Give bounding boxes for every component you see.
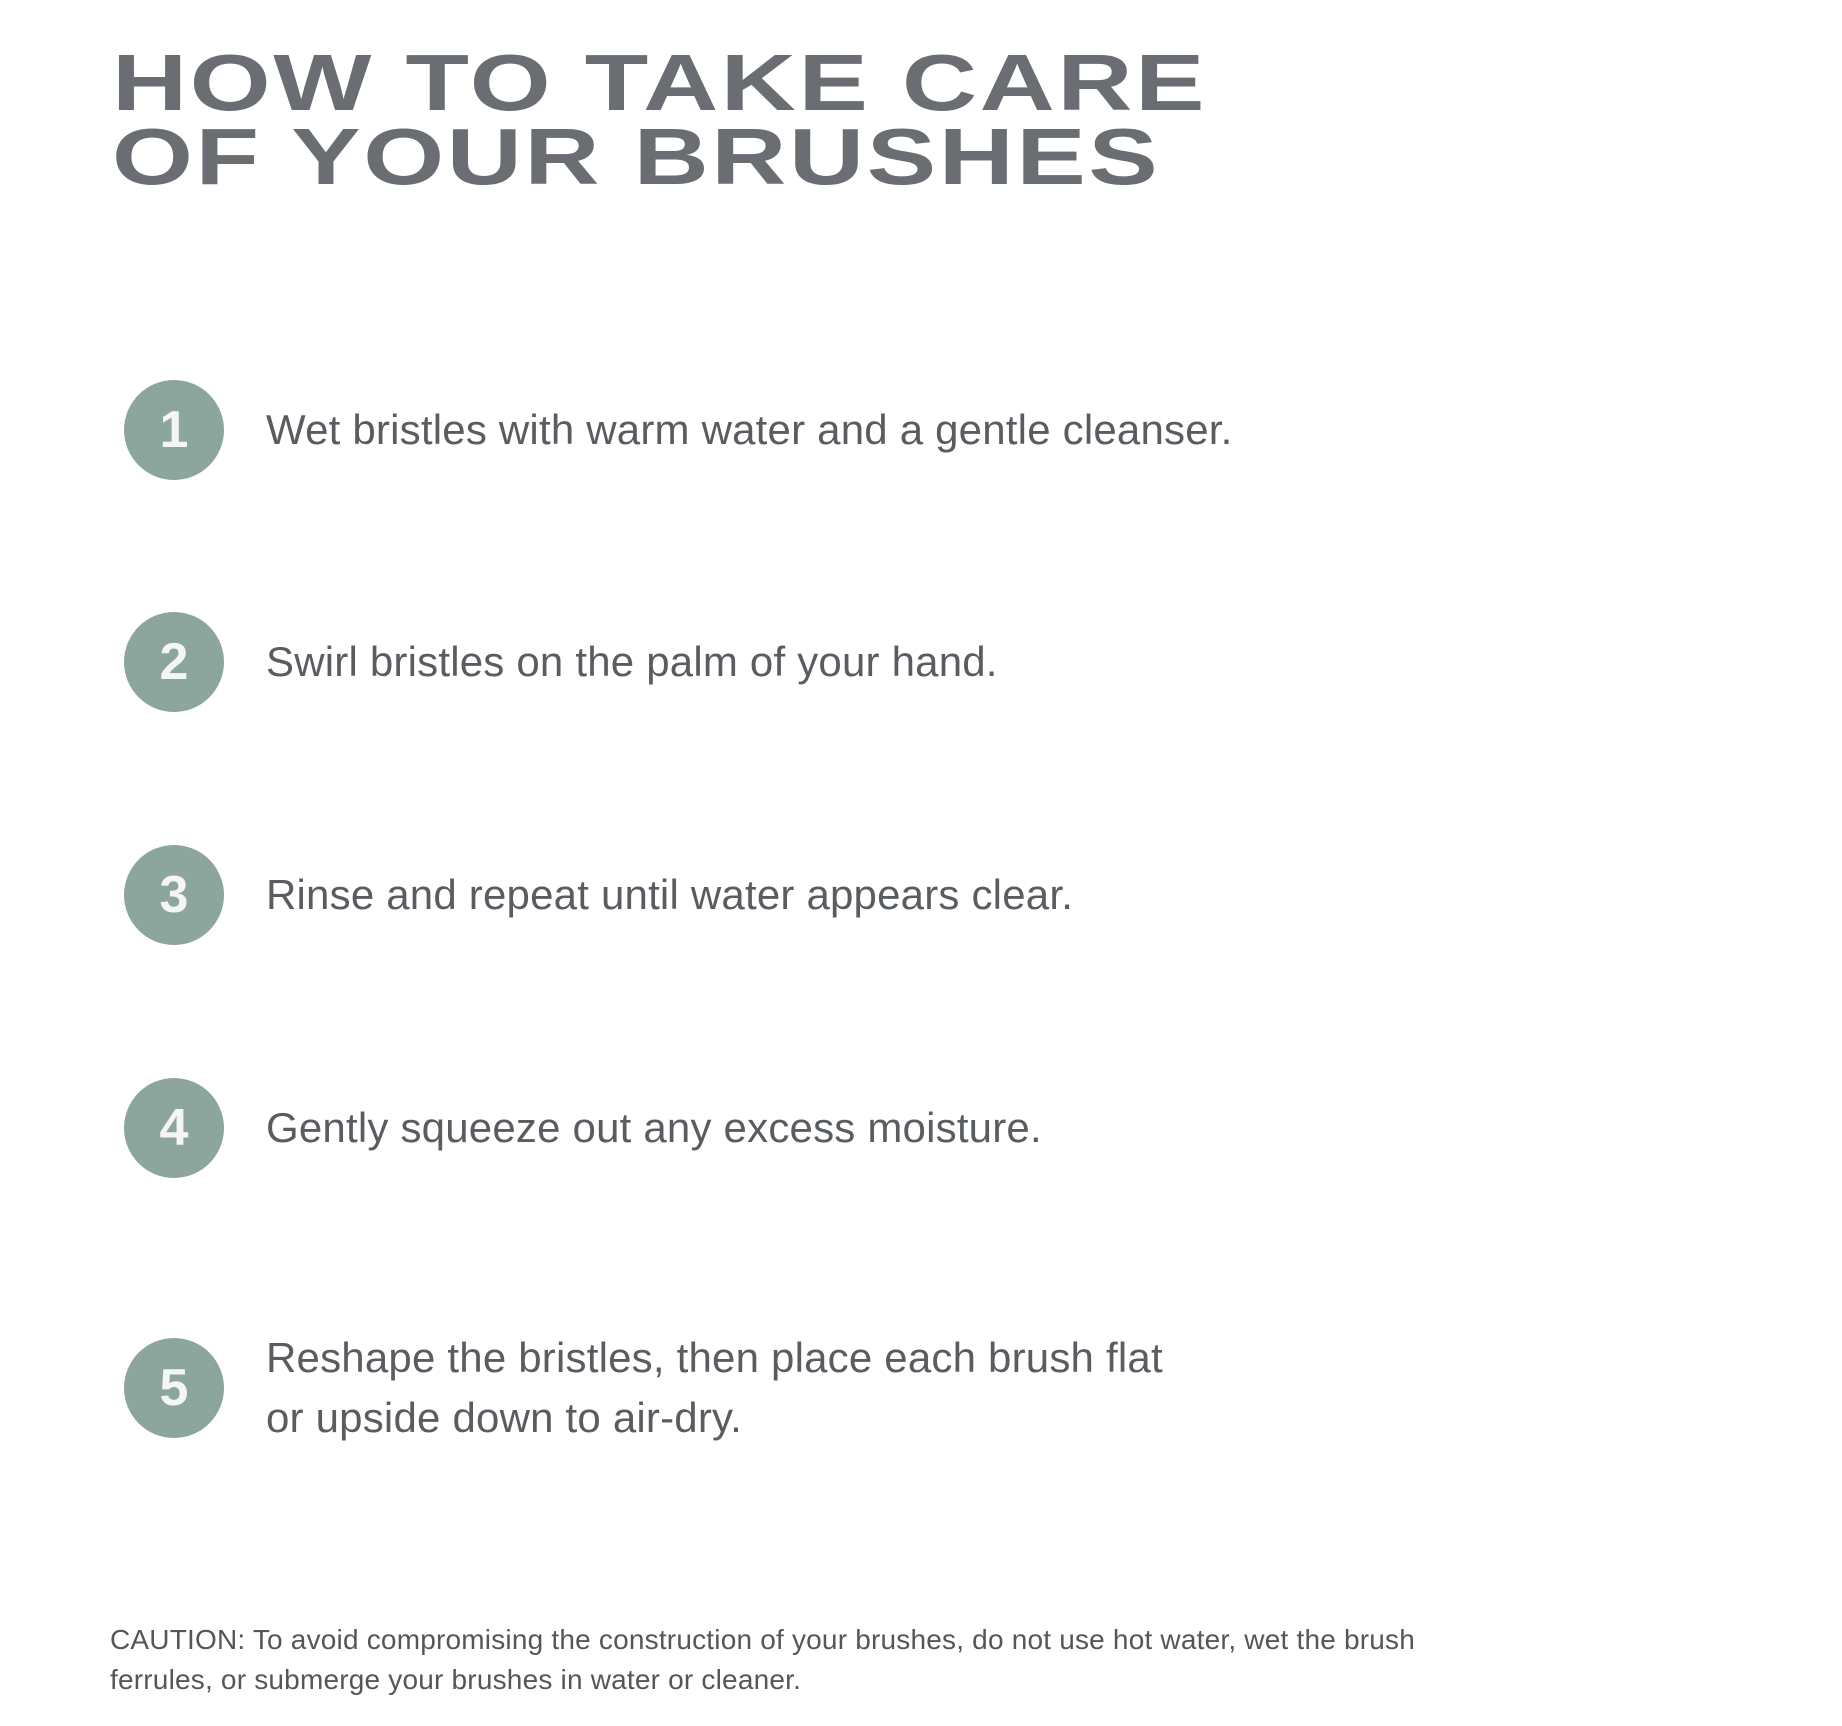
page-title bbox=[112, 38, 1208, 201]
step-item-2 bbox=[124, 612, 998, 712]
step-number: 1 bbox=[159, 401, 189, 459]
caution-note: CAUTION: To avoid compromising the construction of your brushes, do not use hot water, wet the brush ferrules, or submerge your brushes in water or cleaner. bbox=[110, 1624, 1416, 1695]
step-item-5 bbox=[124, 1334, 1196, 1441]
step-number-badge bbox=[124, 1338, 224, 1438]
step-text: Rinse and repeat until water appears clear. bbox=[266, 871, 1074, 918]
page-title-line-1: HOW TO TAKE CARE bbox=[112, 38, 1208, 127]
step-text: Swirl bristles on the palm of your hand. bbox=[266, 638, 998, 685]
step-number-badge bbox=[124, 380, 224, 480]
step-item-1 bbox=[124, 380, 1233, 480]
step-number-badge bbox=[124, 612, 224, 712]
step-number-badge bbox=[124, 845, 224, 945]
step-number-badge bbox=[124, 1078, 224, 1178]
step-number: 5 bbox=[159, 1359, 189, 1417]
step-item-4 bbox=[124, 1078, 1042, 1178]
page-title-line-2: OF YOUR BRUSHES bbox=[112, 112, 1161, 201]
step-number: 3 bbox=[159, 866, 189, 924]
step-text: Wet bristles with warm water and a gentle cleanser. bbox=[266, 406, 1233, 453]
step-number: 2 bbox=[159, 633, 189, 691]
step-item-3 bbox=[124, 845, 1073, 945]
step-number: 4 bbox=[159, 1099, 189, 1157]
step-text: Gently squeeze out any excess moisture. bbox=[266, 1104, 1042, 1151]
step-text: Reshape the bristles, then place each brush flat or upside down to air-dry. bbox=[266, 1334, 1163, 1441]
